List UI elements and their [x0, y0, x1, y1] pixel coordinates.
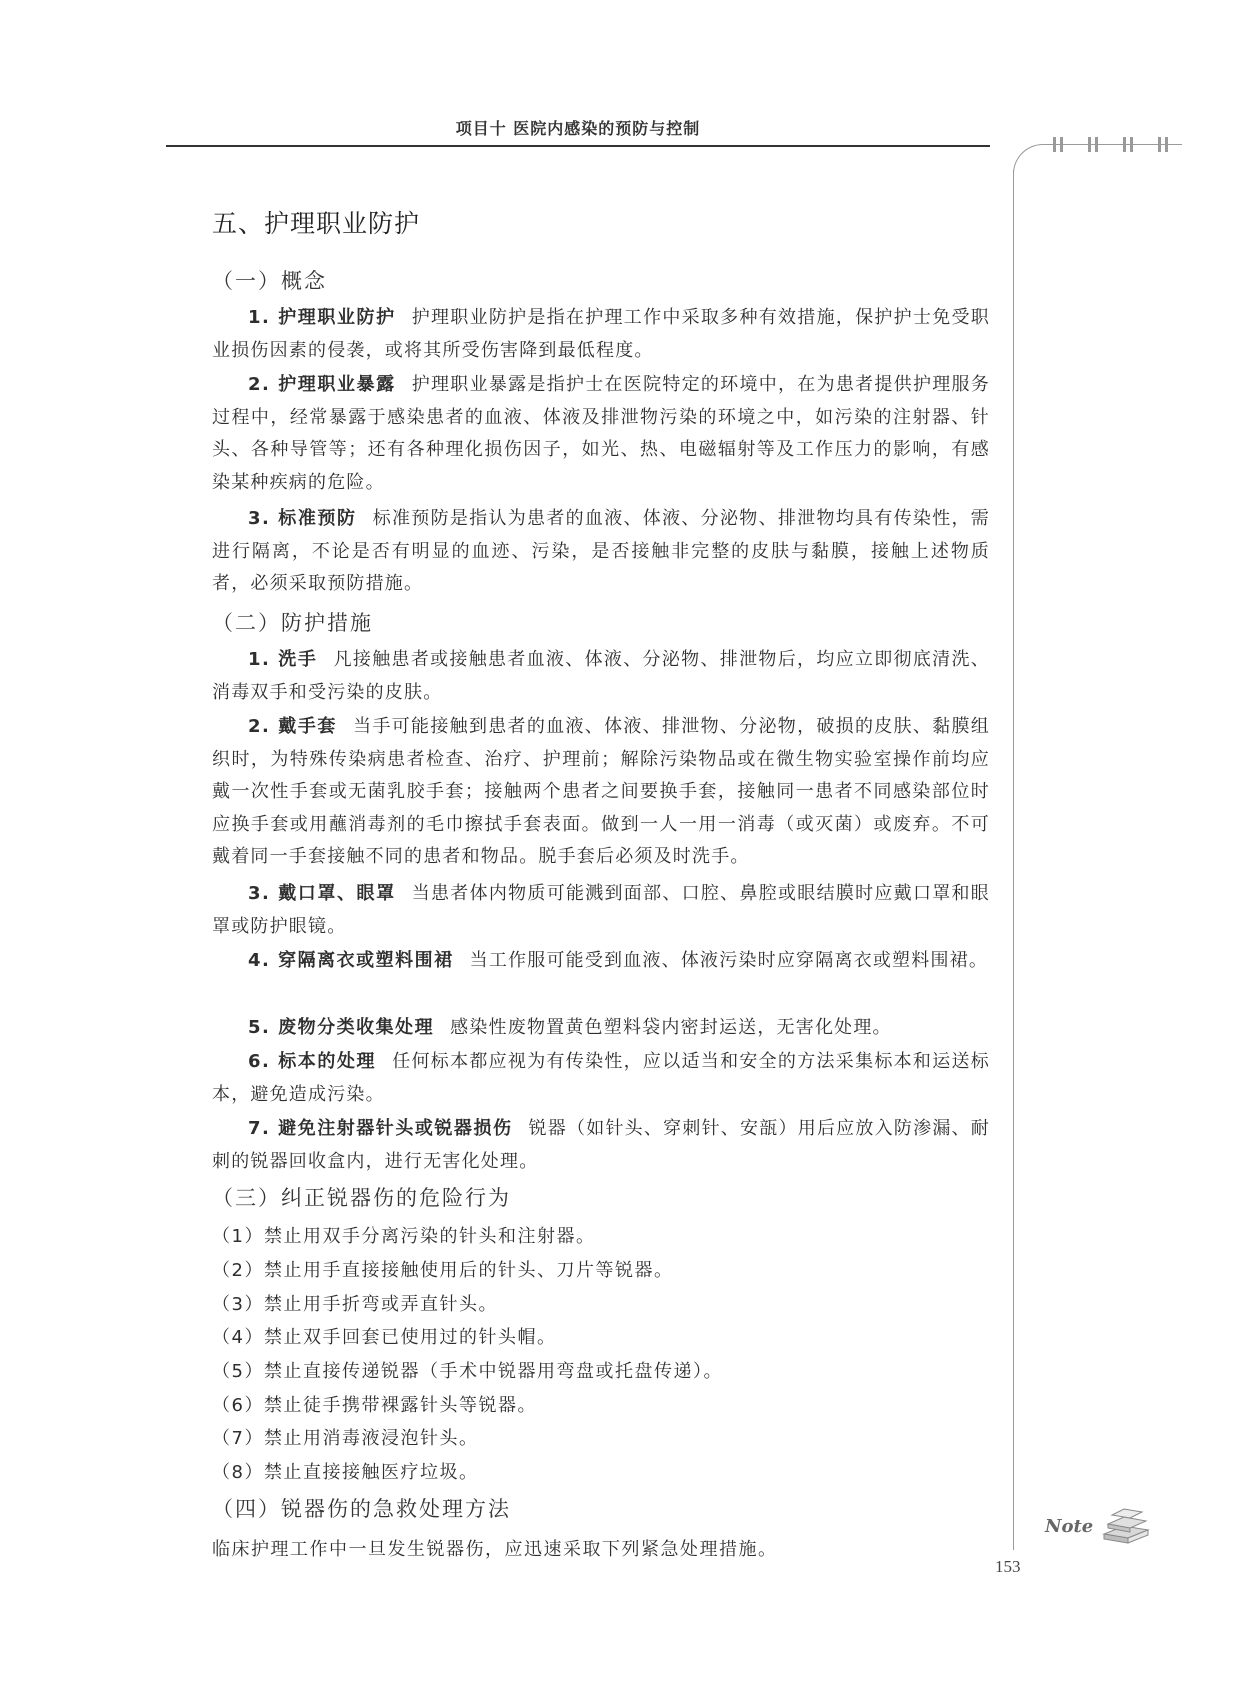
paragraph-text: 任何标本都应视为有传染性，应以适当和安全的方法采集标本和运送标本，避免造成污染。: [212, 1051, 990, 1105]
paragraph-text: 锐器（如针头、穿刺针、安瓿）用后应放入防渗漏、耐刺的锐器回收盒内，进行无害化处理。: [212, 1118, 990, 1172]
margin-tick: [1123, 137, 1126, 152]
concept-paragraph: [212, 302, 990, 367]
paragraph-text: 凡接触患者或接触患者血液、体液、分泌物、排泄物后，均应立即彻底清洗、消毒双手和受污染的皮肤。: [212, 649, 990, 703]
measure-paragraph: [212, 711, 990, 874]
measure-paragraph: [212, 1012, 990, 1045]
term-label: 6. 标本的处理: [248, 1051, 377, 1072]
term-label: 2. 护理职业暴露: [248, 374, 396, 395]
list-item: （8）禁止直接接触医疗垃圾。: [212, 1462, 479, 1483]
measure-paragraph: [212, 644, 990, 709]
margin-line: [1013, 170, 1014, 1550]
subsection-heading-emergency: （四）锐器伤的急救处理方法: [212, 1497, 511, 1521]
list-item: （4）禁止双手回套已使用过的针头帽。: [212, 1327, 557, 1348]
paragraph-text: 当患者体内物质可能溅到面部、口腔、鼻腔或眼结膜时应戴口罩和眼罩或防护眼镜。: [212, 883, 990, 937]
subsection-heading-risky-behaviors: （三）纠正锐器伤的危险行为: [212, 1186, 511, 1210]
concept-paragraph: [212, 503, 990, 601]
margin-tick: [1053, 137, 1056, 152]
measure-paragraph: [212, 1046, 990, 1111]
term-label: 1. 洗手: [248, 649, 318, 670]
paragraph-text: 护理职业防护是指在护理工作中采取多种有效措施，保护护士免受职业损伤因素的侵袭，或将其所受伤害降到最低程度。: [212, 307, 990, 361]
term-label: 7. 避免注射器针头或锐器损伤: [248, 1118, 513, 1139]
subsection-heading-concept: （一）概念: [212, 269, 327, 293]
margin-tick: [1165, 137, 1168, 152]
measure-paragraph: [212, 1113, 990, 1178]
emergency-intro: 临床护理工作中一旦发生锐器伤，应迅速采取下列紧急处理措施。: [212, 1539, 778, 1560]
margin-tick: [1060, 137, 1063, 152]
measure-paragraph: [212, 945, 990, 978]
section-title: 五、护理职业防护: [212, 209, 421, 238]
list-item: （6）禁止徒手携带裸露针头等锐器。: [212, 1395, 537, 1416]
list-item: （5）禁止直接传递锐器（手术中锐器用弯盘或托盘传递）。: [212, 1361, 723, 1382]
term-label: 2. 戴手套: [248, 716, 338, 737]
margin-tick: [1130, 137, 1133, 152]
term-label: 5. 废物分类收集处理: [248, 1017, 435, 1038]
term-label: 1. 护理职业防护: [248, 307, 396, 328]
list-item: （2）禁止用手直接接触使用后的针头、刀片等锐器。: [212, 1260, 674, 1281]
list-item: （3）禁止用手折弯或弄直针头。: [212, 1294, 498, 1315]
measure-paragraph: [212, 878, 990, 943]
paragraph-text: 标准预防是指认为患者的血液、体液、分泌物、排泄物均具有传染性，需进行隔离，不论是否有明显的血迹、污染，是否接触非完整的皮肤与黏膜，接触上述物质者，必须采取预防措施。: [212, 508, 990, 594]
paragraph-text: 当工作服可能受到血液、体液污染时应穿隔离衣或塑料围裙。: [469, 950, 989, 971]
note-label: Note: [1045, 1516, 1094, 1537]
term-label: 4. 穿隔离衣或塑料围裙: [248, 950, 454, 971]
page-number: 153: [995, 1557, 1021, 1576]
running-head: 项目十 医院内感染的预防与控制: [455, 119, 701, 138]
margin-top-line: [1042, 144, 1182, 145]
subsection-heading-measures: （二）防护措施: [212, 611, 373, 635]
margin-curve: [1013, 144, 1044, 175]
margin-tick: [1158, 137, 1161, 152]
paragraph-text: 当手可能接触到患者的血液、体液、排泄物、分泌物，破损的皮肤、黏膜组织时，为特殊传染病患者检查、治疗、护理前；解除污染物品或在微生物实验室操作前均应戴一次性手套或无菌乳胶手套；接触两个患者之间要换手套，接触同一患者不同感染部位时应换手套或用蘸消毒剂的毛巾擦拭手套表面。做到一人一用一消毒（或灭菌）或废弃。不可戴着同一手套接触不同的患者和物品。脱手套后必须及时洗手。: [212, 716, 990, 867]
books-icon: [1100, 1508, 1152, 1544]
header-rule: [166, 145, 990, 147]
paragraph-text: 护理职业暴露是指护士在医院特定的环境中，在为患者提供护理服务过程中，经常暴露于感染患者的血液、体液及排泄物污染的环境之中，如污染的注射器、针头、各种导管等；还有各种理化损伤因子，如光、热、电磁辐射等及工作压力的影响，有感染某种疾病的危险。: [212, 374, 990, 493]
paragraph-text: 感染性废物置黄色塑料袋内密封运送，无害化处理。: [450, 1017, 892, 1038]
term-label: 3. 标准预防: [248, 508, 357, 529]
margin-tick: [1095, 137, 1098, 152]
concept-paragraph: [212, 369, 990, 499]
list-item: （7）禁止用消毒液浸泡针头。: [212, 1428, 479, 1449]
list-item: （1）禁止用双手分离污染的针头和注射器。: [212, 1226, 596, 1247]
term-label: 3. 戴口罩、眼罩: [248, 883, 396, 904]
margin-tick: [1088, 137, 1091, 152]
